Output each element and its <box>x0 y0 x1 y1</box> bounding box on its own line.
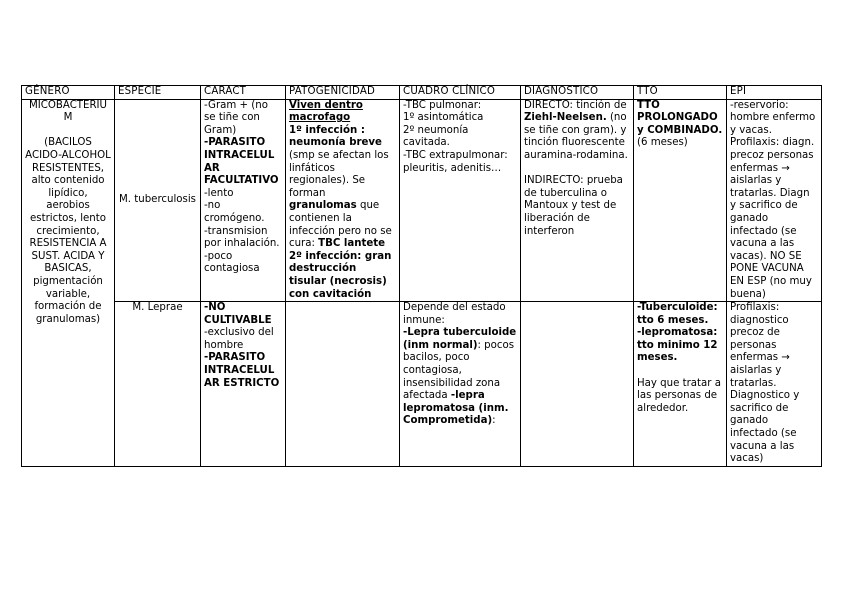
cuadro-tuberculosis: -TBC pulmonar: 1º asintomática 2º neumonía cavitada. -TBC extrapulmonar: pleuritis, adenitis… <box>400 99 521 302</box>
caract-tuberculosis: -Gram + (no se tiñe con Gram) -PARASITO INTRACELULAR FACULTATIVO -lento -no cromógeno. -transmision por inhalación. -poco contagiosa <box>201 99 286 302</box>
header-row <box>22 86 822 100</box>
header-patogenicidad: PATOGENICIDAD <box>286 86 400 100</box>
especie-leprae: M. Leprae <box>115 302 201 467</box>
tto-tuberculosis: TTO PROLONGADO y COMBINADO. (6 meses) <box>634 99 727 302</box>
genero-cell <box>22 99 115 466</box>
tto-leprae: -Tuberculoide: tto 6 meses. -lepromatosa: tto minimo 12 meses. Hay que tratar a las personas de alrededor. <box>634 302 727 467</box>
header-tto: TTO <box>634 86 727 100</box>
header-diagnostico: DIAGNOSTICO <box>521 86 634 100</box>
microbiology-table <box>21 85 822 467</box>
header-caract: CARACT <box>201 86 286 100</box>
header-epi: EPI <box>727 86 822 100</box>
patogenicidad-leprae <box>286 302 400 467</box>
especie-tuberculosis: M. tuberculosis <box>115 99 201 302</box>
row-leprae <box>22 302 822 467</box>
patog-title: Viven dentro macrofago <box>289 99 363 124</box>
header-genero: GÉNERO <box>22 86 115 100</box>
header-cuadro-clinico: CUADRO CLÍNICO <box>400 86 521 100</box>
header-especie: ESPECIE <box>115 86 201 100</box>
genero-description: (BACILOS ACIDO-ALCOHOL RESISTENTES, alto contenido lipídico, aerobios estrictos, lento crecimiento, RESISTENCIA A SUST. ACIDA Y BASICAS, pigmentación variable, formación de granulomas) <box>25 137 111 325</box>
epi-leprae: Profilaxis: diagnostico precoz de personas enfermas → aislarlas y tratarlas. Diagnostico y sacrifico de ganado infectado (se vacuna a las vacas) <box>727 302 822 467</box>
caract-leprae: -NO CULTIVABLE -exclusivo del hombre -PARASITO INTRACELULAR ESTRICTO <box>201 302 286 467</box>
patogenicidad-tuberculosis: Viven dentro macrofago 1º infección : neumonía breve (smp se afectan los linfáticos regionales). Se forman granulomas que contienen la infección pero no se cura: TBC lantete 2º infección: gran destrucción tisular (necrosis) con cavitación <box>286 99 400 302</box>
diagnostico-tuberculosis: DIRECTO: tinción de Ziehl-Neelsen. (no se tiñe con gram). y tinción fluorescente auramina-rodamina. INDIRECTO: prueba de tuberculina o Mantoux y test de liberación de interferon <box>521 99 634 302</box>
cuadro-leprae: Depende del estado inmune: -Lepra tuberculoide (inm normal): pocos bacilos, poco contagiosa, insensibilidad zona afectada -lepra lepromatosa (inm. Comprometida): <box>400 302 521 467</box>
diagnostico-leprae <box>521 302 634 467</box>
row-tuberculosis <box>22 99 822 302</box>
genero-name: MICOBACTERIUM <box>28 99 108 124</box>
epi-tuberculosis: -reservorio: hombre enfermo y vacas. Profilaxis: diagn. precoz personas enfermas → aislarlas y tratarlas. Diagn y sacrifico de ganado infectado (se vacuna a las vacas). NO SE PONE VACUNA EN ESP (no muy buena) <box>727 99 822 302</box>
